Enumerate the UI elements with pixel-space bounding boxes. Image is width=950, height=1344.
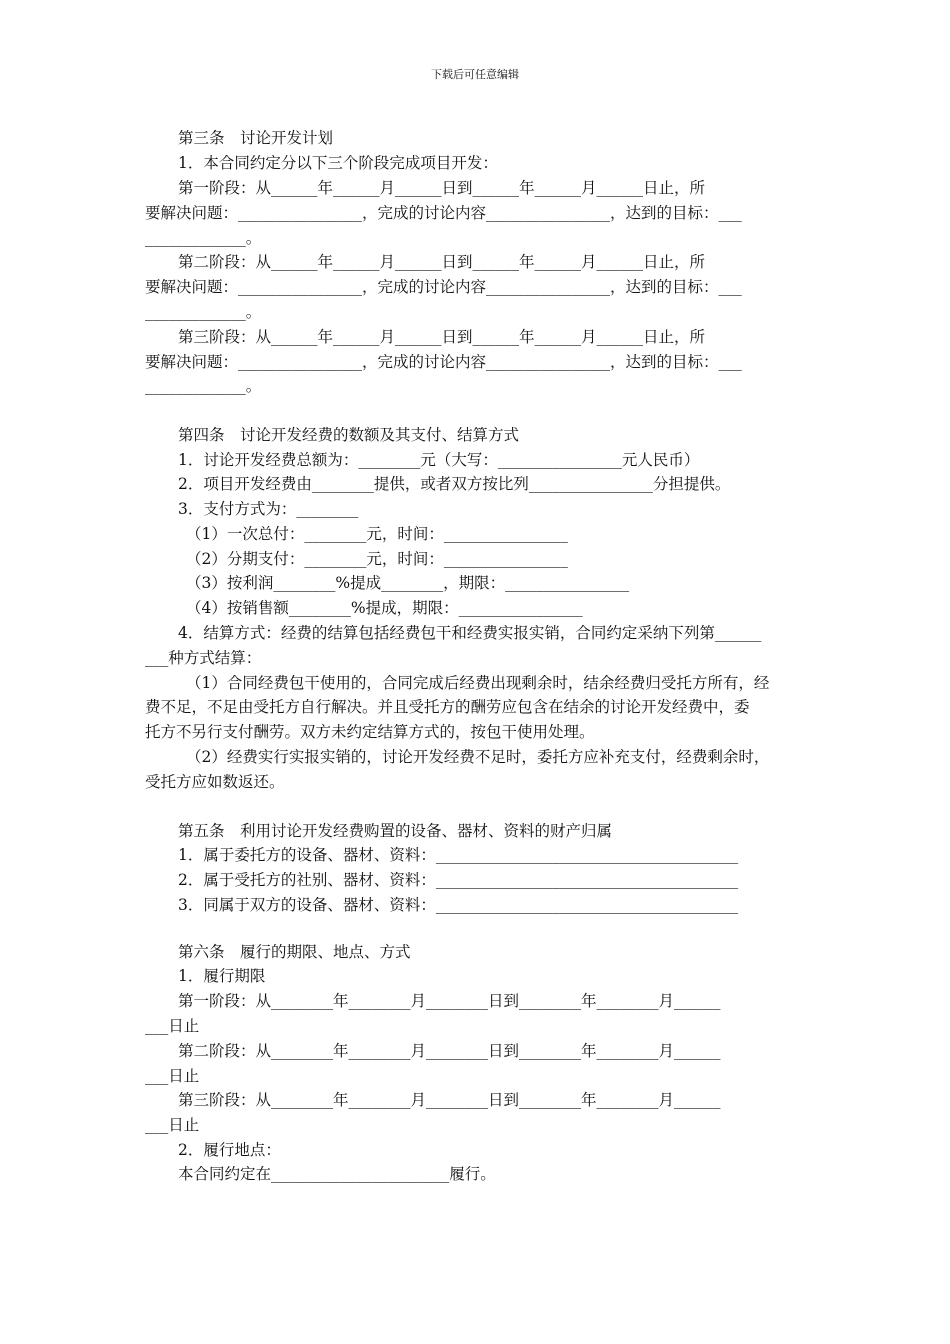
document-line: 第五条 利用讨论开发经费购置的设备、器材、资料的财产归属 xyxy=(178,822,613,840)
document-line: 1．本合同约定分以下三个阶段完成项目开发： xyxy=(178,154,498,172)
document-line: 要解决问题：________________，完成的讨论内容________________，达到的目标：___ xyxy=(145,353,742,371)
document-line: 要解决问题：________________，完成的讨论内容________________，达到的目标：___ xyxy=(145,204,742,222)
document-line: 3．同属于双方的设备、器材、资料：_______________________________________ xyxy=(178,896,739,914)
document-line: （3）按利润________%提成________，期限：________________ xyxy=(186,574,630,592)
page-header: 下载后可任意编辑 xyxy=(431,68,519,81)
document-line: 第六条 履行的期限、地点、方式 xyxy=(178,943,411,961)
document-line: （4）按销售额________%提成，期限：________________ xyxy=(186,599,583,617)
document-line: _____________。 xyxy=(145,303,262,321)
document-line: 第二阶段：从______年______月______日到______年______月______日止，所 xyxy=(178,253,706,271)
document-line: （1）一次总付：________元，时间：________________ xyxy=(186,525,568,543)
document-line: 1．属于委托方的设备、器材、资料：_______________________________________ xyxy=(178,846,739,864)
document-line: 2．履行地点： xyxy=(178,1141,281,1159)
document-line: 2．项目开发经费由________提供，或者双方按比列________________分担提供。 xyxy=(178,475,731,493)
document-line: 第二阶段：从________年________月________日到________年________月______ xyxy=(178,1042,721,1060)
document-line: 第三阶段：从______年______月______日到______年______月______日止，所 xyxy=(178,328,706,346)
document-line: _____________。 xyxy=(145,377,262,395)
document-line: 费不足，不足由受托方自行解决。并且受托方的酬劳应包含在结余的讨论开发经费中，委 xyxy=(145,698,750,716)
document-line: 托方不另行支付酬劳。双方未约定结算方式的，按包干使用处理。 xyxy=(145,723,595,741)
document-line: 第一阶段：从________年________月________日到________年________月______ xyxy=(178,992,721,1010)
document-line: 要解决问题：________________，完成的讨论内容________________，达到的目标：___ xyxy=(145,278,742,296)
document-line: 1．履行期限 xyxy=(178,967,266,985)
document-line: ___种方式结算： xyxy=(145,649,262,667)
document-line: （2）分期支付：________元，时间：________________ xyxy=(186,550,568,568)
document-line: 第三条 讨论开发计划 xyxy=(178,129,334,147)
document-line: 3．支付方式为：________ xyxy=(178,500,359,518)
document-line: （1）合同经费包干使用的，合同完成后经费出现剩余时，结余经费归受托方所有，经 xyxy=(186,674,770,692)
document-line: ___日止 xyxy=(145,1116,200,1134)
document-line: ___日止 xyxy=(145,1017,200,1035)
document-line: 2．属于受托方的社别、器材、资料：_______________________________________ xyxy=(178,871,739,889)
document-line: ___日止 xyxy=(145,1067,200,1085)
document-line: （2）经费实行实报实销的，讨论开发经费不足时，委托方应补充支付，经费剩余时， xyxy=(186,748,770,766)
document-line: 4．结算方式：经费的结算包括经费包干和经费实报实销，合同约定采纳下列第______ xyxy=(178,624,762,642)
document-line: 受托方应如数返还。 xyxy=(145,773,285,791)
document-line: 本合同约定在_______________________履行。 xyxy=(178,1165,496,1183)
document-line: _____________。 xyxy=(145,229,262,247)
document-line: 1．讨论开发经费总额为：________元（大写：________________元人民币） xyxy=(178,451,700,469)
document-line: 第四条 讨论开发经费的数额及其支付、结算方式 xyxy=(178,426,520,444)
document-line: 第一阶段：从______年______月______日到______年______月______日止，所 xyxy=(178,179,706,197)
document-line: 第三阶段：从________年________月________日到________年________月______ xyxy=(178,1091,721,1109)
